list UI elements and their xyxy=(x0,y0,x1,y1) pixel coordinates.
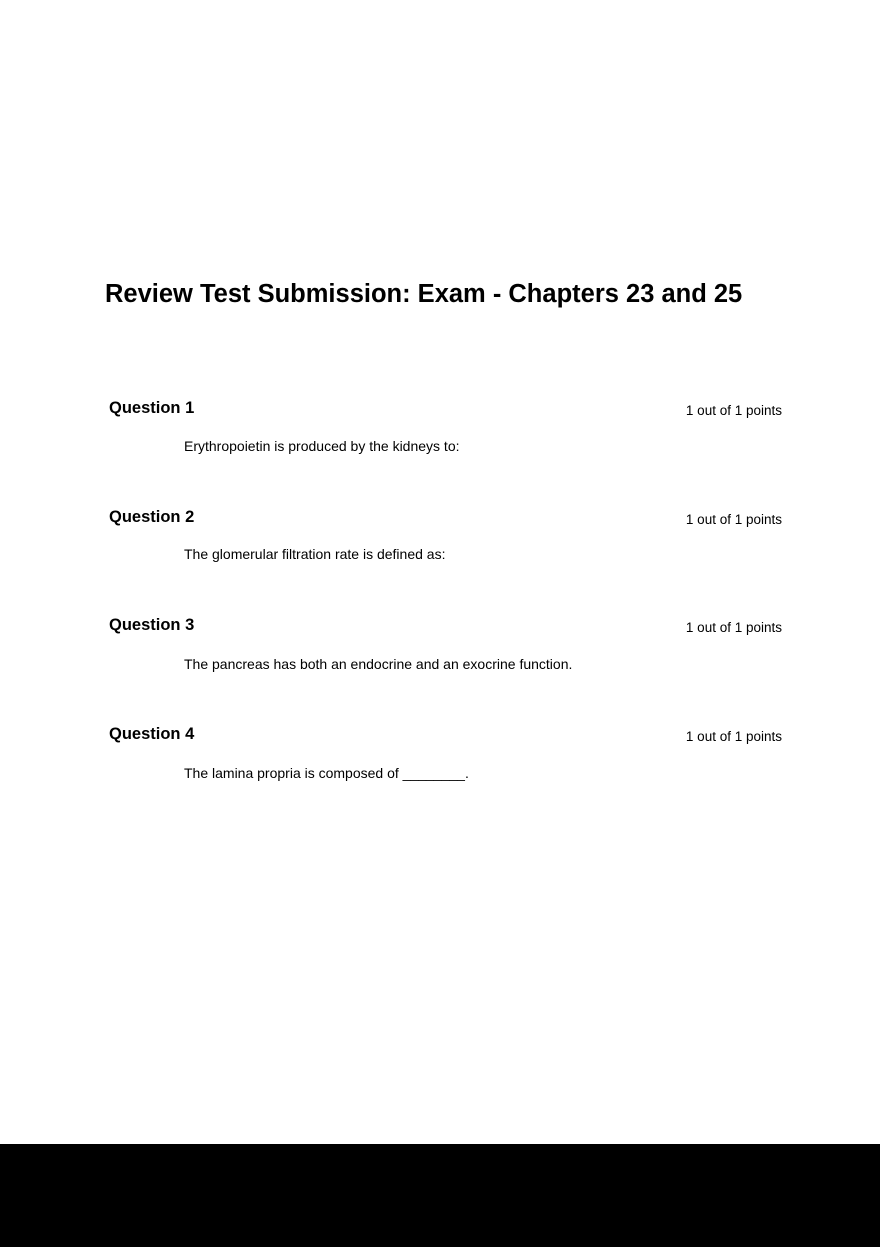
page-title: Review Test Submission: Exam - Chapters 23 and 25 xyxy=(105,280,743,308)
question-label: Question 1 xyxy=(109,399,195,417)
question-block xyxy=(0,399,880,479)
question-block xyxy=(0,616,880,696)
question-points: 1 out of 1 points xyxy=(685,512,782,527)
question-text: The pancreas has both an endocrine and an exocrine function. xyxy=(184,656,573,672)
black-footer-band xyxy=(0,1144,880,1247)
question-points: 1 out of 1 points xyxy=(685,403,782,418)
question-points: 1 out of 1 points xyxy=(685,729,782,744)
question-label: Question 4 xyxy=(109,725,195,743)
question-text: The lamina propria is composed of ________. xyxy=(184,765,469,781)
question-text: The glomerular filtration rate is defined as: xyxy=(184,546,446,562)
question-block xyxy=(0,508,880,588)
question-label: Question 2 xyxy=(109,508,195,526)
question-text: Erythropoietin is produced by the kidneys to: xyxy=(184,438,460,454)
question-label: Question 3 xyxy=(109,616,195,634)
question-block xyxy=(0,725,880,805)
question-points: 1 out of 1 points xyxy=(685,620,782,635)
